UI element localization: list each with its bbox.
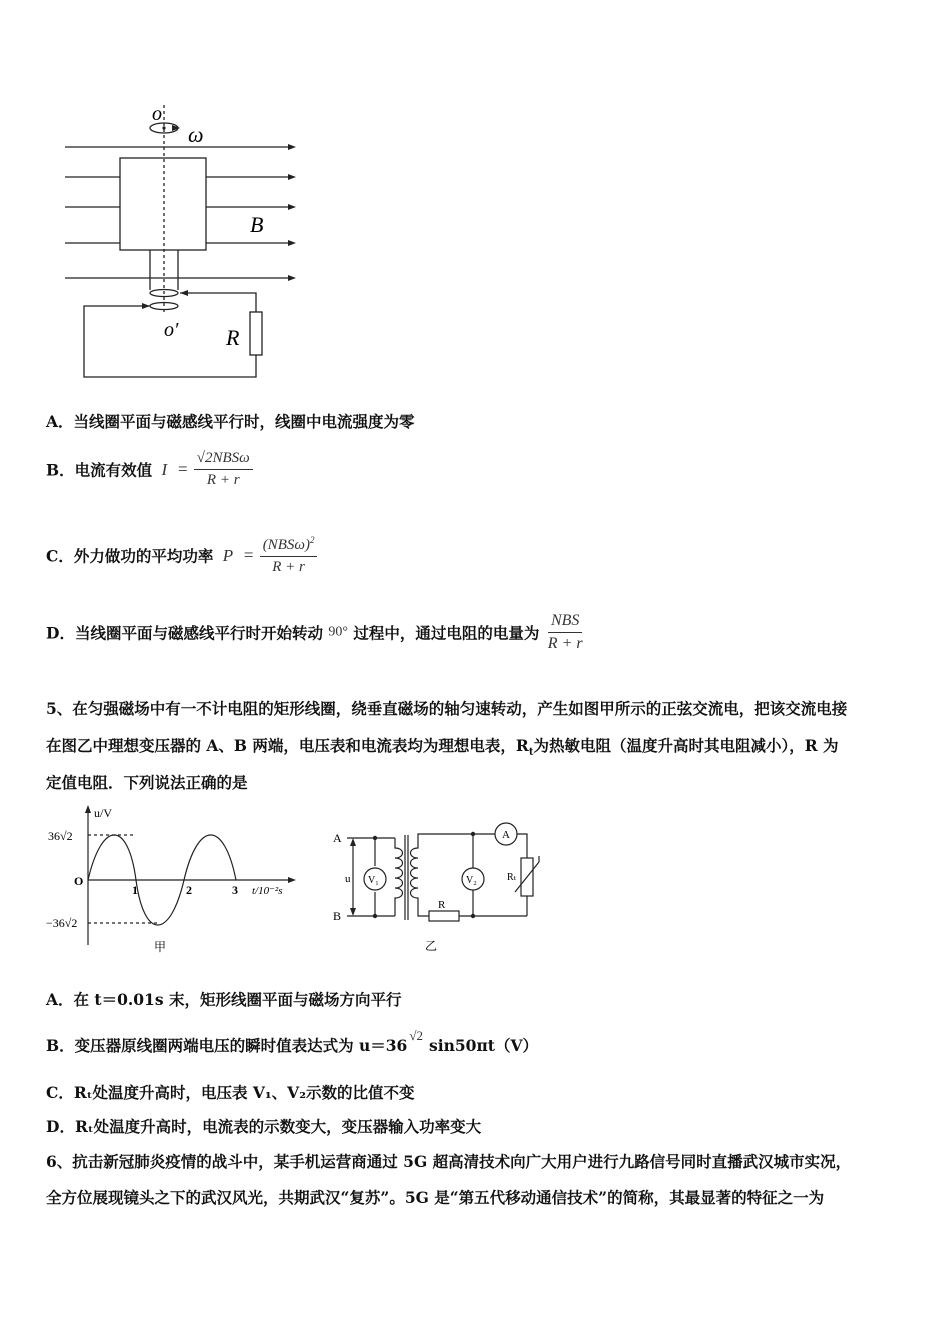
q4-option-c-num-sup: 2: [309, 535, 315, 545]
q4-option-b-eq: =: [172, 459, 189, 479]
coil-figure: [60, 100, 310, 385]
q4-option-c-num: (NBSω): [262, 537, 310, 553]
q5-stem-line1: 5、在匀强磁场中有一不计电阻的矩形线圈，绕垂直磁场的轴匀速转动，产生如图甲所示的正弦交流电，把该交流电接: [46, 699, 848, 718]
q5-circuit-label-V2: V₂: [466, 875, 477, 886]
coil-label-R: R: [226, 325, 240, 350]
q4-option-b: [46, 450, 253, 489]
q5-stem-line2: [46, 734, 838, 758]
q4-option-c-num-wrap: [260, 535, 318, 557]
q4-option-d-num: NBS: [548, 612, 582, 633]
q4-option-d-den: R + r: [547, 635, 583, 652]
q4-option-a: A．当线圈平面与磁感线平行时，线圈中电流强度为零: [46, 412, 415, 431]
q5-graph-y-min: −36√2: [46, 916, 78, 930]
q4-option-d-fraction: [545, 612, 586, 653]
q5-stem-line2-sub: t: [528, 747, 534, 759]
q5-circuit-label-A: A: [333, 831, 342, 845]
q4-option-c-text: C．外力做功的平均功率: [46, 546, 214, 566]
q5-option-b-root: √2: [409, 1028, 423, 1043]
q5-option-c: C．Rₜ处温度升高时，电压表 V₁、V₂示数的比值不变: [46, 1083, 415, 1102]
q5-graph-y-max: 36√2: [48, 829, 73, 843]
q5-circuit-label-V1: V₁: [368, 875, 379, 886]
q4-option-c-lhs: P: [222, 545, 234, 565]
q5-option-b: [46, 1028, 538, 1056]
coil-label-o: o: [152, 103, 162, 125]
q5-option-b-text-a: B．变压器原线圈两端电压的瞬时值表达式为 u＝36: [46, 1036, 408, 1055]
coil-label-B: B: [250, 212, 264, 237]
q5-graph-x-tick-2: 2: [186, 883, 192, 897]
q5-circuit-label-u: u: [345, 873, 351, 885]
coil-label-o-prime: o′: [164, 319, 179, 341]
q5-stem-line2b: 为热敏电阻（温度升高时其电阻减小），R 为: [533, 736, 839, 755]
q4-option-c: [46, 535, 317, 576]
q5-graph-origin: O: [74, 874, 84, 888]
q4-option-c-fraction: [260, 535, 318, 576]
q5-graph-caption: 甲: [154, 940, 167, 954]
q5-stem-line2a: 在图乙中理想变压器的 A、B 两端，电压表和电流表均为理想电表，R: [46, 736, 529, 755]
q5-stem-line3: 定值电阻．下列说法正确的是: [46, 773, 248, 792]
q4-option-b-den: R + r: [206, 472, 240, 488]
q4-option-b-fraction: [194, 450, 253, 489]
q5-graph-jia: [46, 805, 306, 955]
q5-circuit-yi: [325, 820, 555, 955]
q4-option-c-den: R + r: [272, 559, 305, 575]
q4-option-d-text2: 过程中，通过电阻的电量为: [353, 623, 540, 643]
q4-option-d-angle: 90°: [328, 624, 348, 640]
q5-graph-y-label: u/V: [94, 806, 112, 820]
q5-circuit-caption: 乙: [425, 939, 438, 953]
q4-option-b-text: B．电流有效值: [46, 460, 153, 480]
q5-circuit-label-Rt: Rₜ: [507, 872, 517, 883]
q4-option-c-eq: =: [238, 545, 255, 565]
q4-option-b-num: √2NBSω: [194, 450, 253, 470]
q6-line1: 6、抗击新冠肺炎疫情的战斗中，某手机运营商通过 5G 超高清技术向广大用户进行九路信号同时直播武汉城市实况，: [46, 1152, 852, 1171]
q5-option-b-text-b: sin50πt（V）: [428, 1036, 538, 1055]
q5-circuit-label-B: B: [333, 909, 342, 923]
q5-graph-x-tick-1: 1: [132, 883, 138, 897]
q5-circuit-label-ammeter: A: [502, 829, 510, 841]
q4-option-d: [46, 612, 586, 653]
q5-option-d: D．Rₜ处温度升高时，电流表的示数变大，变压器输入功率变大: [46, 1117, 482, 1136]
q6-line2: 全方位展现镜头之下的武汉风光，共期武汉“复苏”。5G 是“第五代移动通信技术”的简称，其最显著的特征之一为: [46, 1188, 825, 1207]
q5-graph-x-label: t/10⁻²s: [252, 885, 283, 897]
coil-label-omega: ω: [188, 122, 204, 147]
q5-graph-x-tick-3: 3: [232, 883, 238, 897]
q5-option-a: A．在 t＝0.01s 末，矩形线圈平面与磁场方向平行: [46, 990, 402, 1009]
q4-option-b-lhs: I: [161, 459, 168, 479]
q4-option-d-text: D．当线圈平面与磁感线平行时开始转动: [46, 623, 323, 643]
q5-circuit-label-R: R: [438, 899, 446, 911]
